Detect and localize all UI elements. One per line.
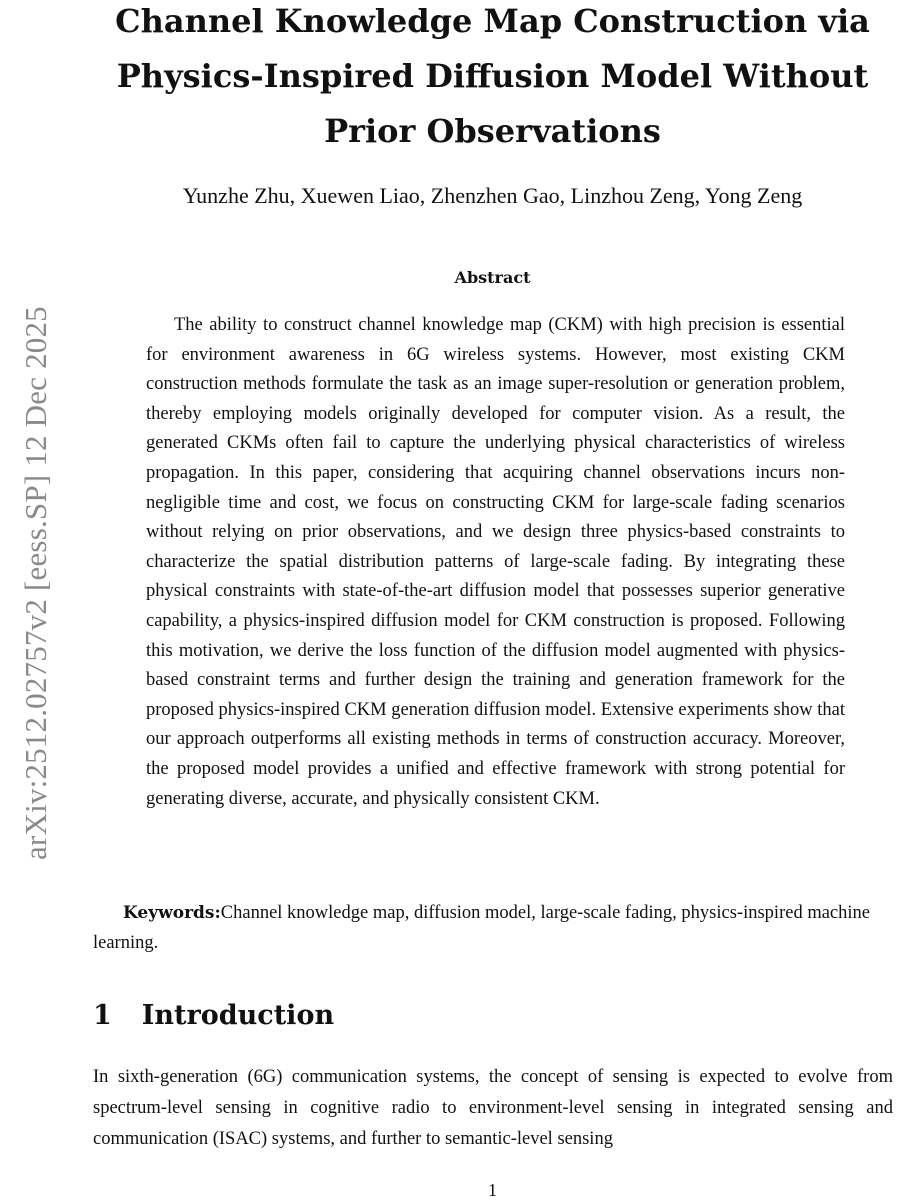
abstract-text: The ability to construct channel knowledge map (CKM) with high precision is essential for environment awareness in 6G wireless systems. However, most existing CKM construction methods formulate the task as an image super-resolution or generation problem, thereby employing models originally developed for computer vision. As a result, the generated CKMs often fail to capture the underlying physical characteristics of wireless propagation. In this paper, considering that acquiring channel observations incurs non-negligible time and cost, we focus on constructing CKM for large-scale fading scenarios without relying on prior observations, and we design three physics-based constraints to characterize the spatial distribution patterns of large-scale fading. By integrating these physical constraints with state-of-the-art diffusion model that possesses superior generative capability, a physics-inspired diffusion model for CKM construction is proposed. Following this motivation, we derive the loss function of the diffusion model augmented with physics-based constraint terms and further design the training and generation framework for the proposed physics-inspired CKM generation diffusion model. Extensive experiments show that our approach outperforms all existing methods in terms of construction accuracy. Moreover, the proposed model provides a unified and effective framework with strong potential for generating diverse, accurate, and physically consistent CKM. bbox=[146, 315, 845, 809]
title-line: Physics-Inspired Diffusion Model Without bbox=[116, 57, 869, 95]
section-heading bbox=[93, 1000, 334, 1031]
keywords-text: Channel knowledge map, diffusion model, large-scale fading, physics-inspired machine learning. bbox=[93, 903, 870, 953]
introduction-text: In sixth-generation (6G) communication systems, the concept of sensing is expected to evolve from spectrum-level sensing in cognitive radio to environment-level sensing in integrated sensing and communication (ISAC) systems, and further to semantic-level sensing bbox=[93, 1067, 893, 1149]
section-number: 1 bbox=[93, 1000, 112, 1031]
section-title: Introduction bbox=[141, 1000, 335, 1031]
abstract-heading: Abstract bbox=[454, 268, 531, 287]
author-list: Yunzhe Zhu, Xuewen Liao, Zhenzhen Gao, Linzhou Zeng, Yong Zeng bbox=[182, 183, 803, 208]
title-line: Prior Observations bbox=[324, 112, 661, 150]
arxiv-identifier-stamp: arXiv:2512.02757v2 [eess.SP] 12 Dec 2025 bbox=[18, 306, 53, 860]
paper-title bbox=[90, 0, 895, 159]
keywords-paragraph bbox=[93, 899, 915, 958]
keywords-label: Keywords: bbox=[123, 903, 221, 923]
page-number: 1 bbox=[488, 1180, 497, 1200]
title-line: Channel Knowledge Map Construction via bbox=[115, 2, 870, 40]
